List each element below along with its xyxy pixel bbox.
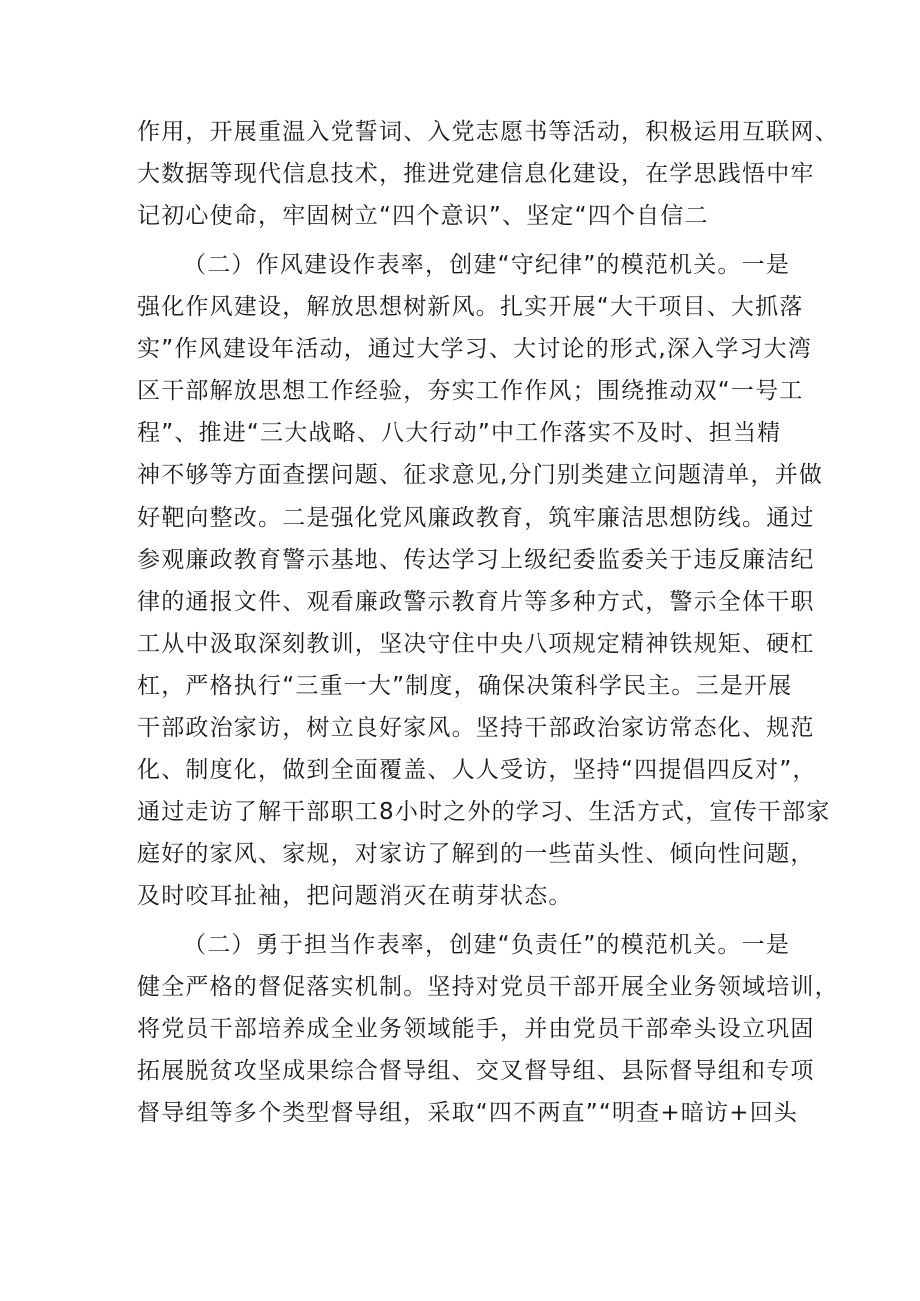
text-line: 拓展脱贫攻坚成果综合督导组、交叉督导组、县际督导组和专项 bbox=[137, 1058, 815, 1084]
text-line: 督导组等多个类型督导组，采取“四不两直”“明查+暗访+回头 bbox=[137, 1100, 799, 1126]
text-line: 杠，严格执行“三重一大”制度，确保决策科学民主。三是开展 bbox=[137, 673, 793, 699]
text-line: 作用，开展重温入党誓词、入党志愿书等活动，积极运用互联网、 bbox=[137, 119, 839, 145]
section-heading-line: （二）作风建设作表率，创建“守纪律”的模范机关。一是 bbox=[183, 252, 791, 278]
text-line: 健全严格的督促落实机制。坚持对党员干部开展全业务领域培训， bbox=[137, 974, 839, 1000]
text-line: 工从中汲取深刻教训，坚决守住中央八项规定精神铁规矩、硬杠 bbox=[137, 631, 815, 657]
text-line: 参观廉政教育警示基地、传达学习上级纪委监委关于违反廉洁纪 bbox=[137, 547, 815, 573]
text-line: 实”作风建设年活动，通过大学习、大讨论的形式,深入学习大湾 bbox=[137, 336, 813, 362]
text-line: 好靶向整改。二是强化党风廉政教育，筑牢廉洁思想防线。通过 bbox=[137, 505, 815, 531]
text-line: 通过走访了解干部职工8小时之外的学习、生活方式，宣传干部家 bbox=[137, 799, 831, 825]
text-line: 区干部解放思想工作经验，夯实工作作风；围绕推动双“一号工 bbox=[137, 378, 804, 404]
text-line: 神不够等方面查摆问题、征求意见,分门别类建立问题清单，并做 bbox=[137, 462, 824, 488]
section-heading-line: （二）勇于担当作表率，创建“负责任”的模范机关。一是 bbox=[183, 932, 791, 958]
text-line: 干部政治家访，树立良好家风。坚持干部政治家访常态化、规范 bbox=[137, 715, 815, 741]
text-line: 将党员干部培养成全业务领域能手，并由党员干部牵头设立巩固 bbox=[137, 1016, 815, 1042]
text-line: 化、制度化，做到全面覆盖、人人受访，坚持“四提倡四反对”， bbox=[137, 757, 817, 783]
text-line: 律的通报文件、观看廉政警示教育片等多种方式，警示全体干职 bbox=[137, 589, 815, 615]
text-line: 大数据等现代信息技术，推进党建信息化建设，在学思践悟中牢 bbox=[137, 161, 815, 187]
text-line: 强化作风建设，解放思想树新风。扎实开展“大干项目、大抓落 bbox=[137, 294, 804, 320]
text-line: 及时咬耳扯袖，把问题消灭在萌芽状态。 bbox=[137, 883, 573, 909]
text-line: 程”、推进“三大战略、八大行动”中工作落实不及时、担当精 bbox=[137, 420, 782, 446]
text-line: 记初心使命，牢固树立“四个意识”、坚定“四个自信二 bbox=[137, 203, 709, 229]
text-line: 庭好的家风、家规，对家访了解到的一些苗头性、倾向性问题， bbox=[137, 841, 815, 867]
